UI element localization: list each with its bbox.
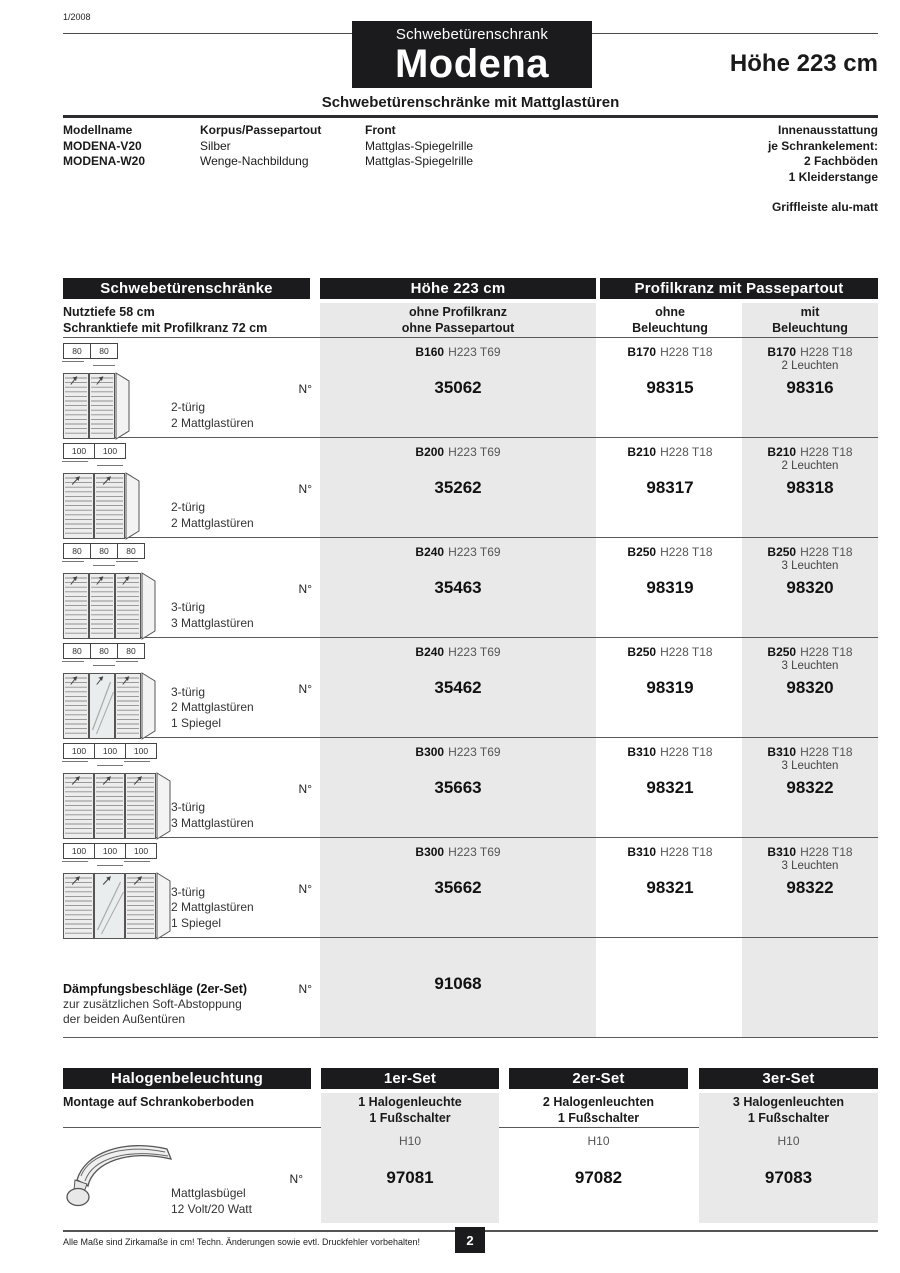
set1-number-cell	[321, 1128, 499, 1223]
size-rest: H223 T69	[448, 445, 501, 459]
door-track-line	[93, 365, 115, 366]
article-number: 98320	[786, 678, 834, 697]
article-no-label: N°	[298, 982, 312, 996]
text-line: 2 Halogenleuchten	[542, 1095, 655, 1109]
dimension-label	[320, 338, 596, 359]
text-line: 12 Volt/20 Watt	[171, 1201, 252, 1216]
size-rest: H223 T69	[448, 845, 501, 859]
article-number: 91068	[434, 974, 482, 993]
lamp-code: H10	[587, 1134, 610, 1148]
size-code: B210	[767, 445, 797, 459]
with-light-variant-cell	[742, 538, 878, 637]
info-header: Modellname	[63, 123, 133, 137]
door-track-line	[62, 661, 84, 662]
page-number: 2	[455, 1227, 485, 1253]
table-subheader	[63, 303, 878, 338]
door-config-label	[171, 685, 254, 732]
article-number: 97083	[764, 1168, 813, 1187]
no-light-variant-cell	[600, 738, 740, 837]
text-line: 3-türig	[171, 600, 206, 614]
door-config-label	[171, 800, 254, 831]
product-row	[63, 838, 878, 938]
wardrobe-diagram	[63, 870, 171, 946]
article-number: 98321	[646, 878, 694, 897]
door-track-line	[116, 661, 138, 662]
size-code: B160	[415, 345, 445, 359]
with-light-variant-cell	[742, 738, 878, 837]
text-line: Mattglasbügel	[171, 1186, 246, 1200]
text-line: 2 Mattglastüren	[171, 415, 254, 430]
text-line: 1 Halogenleuchte	[358, 1095, 462, 1109]
text-line: 1 Fußschalter	[369, 1110, 451, 1125]
column-header-wardrobes: Schwebetürenschränke	[63, 278, 310, 299]
base-variant-cell	[320, 538, 596, 637]
size-code: B240	[415, 545, 445, 559]
article-number: 35462	[434, 678, 482, 697]
width-value: 80	[90, 343, 118, 359]
text-line: 2 Mattglastüren	[171, 700, 254, 714]
width-value: 100	[94, 843, 126, 859]
mounting-note: Montage auf Schrankoberboden	[63, 1095, 254, 1109]
size-box-row	[63, 343, 118, 359]
base-variant-cell	[320, 438, 596, 537]
width-value: 80	[117, 643, 145, 659]
article-number: 35262	[434, 478, 482, 497]
dimension-label	[742, 538, 878, 559]
depth-note	[63, 303, 320, 337]
door-track-line	[124, 861, 150, 862]
model-info-col-modellname	[63, 123, 200, 216]
door-config-label	[171, 400, 254, 431]
page-subtitle: Schwebetürenschränke mit Mattglastüren	[321, 94, 620, 111]
width-dimension-boxes	[63, 443, 126, 473]
korpus-value: Silber	[200, 138, 231, 153]
subheader-no-light	[600, 303, 740, 337]
base-variant-cell	[320, 738, 596, 837]
dimension-label	[320, 838, 596, 859]
text-line: 1 Fußschalter	[557, 1110, 640, 1125]
size-box-row	[63, 443, 126, 459]
article-no-label: N°	[289, 1172, 303, 1186]
width-value: 100	[63, 743, 95, 759]
door-track-line	[62, 861, 88, 862]
text-line: der beiden Außentüren	[63, 1012, 186, 1026]
info-header: Front	[365, 123, 396, 137]
text-line: ohne Profilkranz	[409, 305, 507, 319]
empty-cell	[742, 938, 878, 1037]
size-code: B250	[627, 645, 657, 659]
base-variant-cell	[320, 638, 596, 737]
lights-count-label: 2 Leuchten	[781, 460, 839, 472]
base-variant-cell	[320, 338, 596, 437]
no-light-variant-cell	[600, 538, 740, 637]
text-line: Nutztiefe 58 cm	[63, 305, 155, 319]
size-rest: H228 T18	[800, 845, 853, 859]
article-number: 98319	[646, 678, 694, 697]
dimension-label	[600, 438, 740, 459]
width-dimension-boxes	[63, 843, 157, 873]
lighting-body	[63, 1128, 878, 1223]
wardrobe-diagram	[63, 370, 130, 446]
dimension-label	[742, 338, 878, 359]
text-line: 3 Halogenleuchten	[732, 1095, 845, 1109]
text-line: 3-türig	[171, 884, 206, 899]
dimension-label	[600, 838, 740, 859]
subtitle-rule	[63, 115, 878, 118]
no-light-variant-cell	[600, 438, 740, 537]
width-dimension-boxes	[63, 543, 145, 573]
article-number: 98319	[646, 578, 694, 597]
lighting-table	[63, 1068, 878, 1223]
product-row	[63, 538, 878, 638]
no-light-variant-cell	[600, 338, 740, 437]
width-value: 100	[63, 843, 95, 859]
size-box-row	[63, 543, 145, 559]
size-rest: H228 T18	[660, 545, 713, 559]
text-line: ohne Passepartout	[401, 320, 515, 335]
lights-count-label: 2 Leuchten	[781, 360, 839, 372]
size-box-row	[63, 643, 145, 659]
accessory-title: Dämpfungsbeschläge (2er-Set)	[63, 982, 248, 996]
subheader-with-light	[742, 303, 878, 337]
lights-count-label: 3 Leuchten	[781, 660, 839, 672]
article-number: 97081	[386, 1168, 434, 1187]
text-line: 3 Mattglastüren	[171, 815, 254, 830]
width-value: 80	[63, 643, 91, 659]
set1-contents	[321, 1093, 499, 1129]
with-light-variant-cell	[742, 438, 878, 537]
width-value: 80	[117, 543, 145, 559]
door-track-line	[116, 561, 138, 562]
text-line: mit	[800, 305, 820, 319]
text-line: 2 Mattglastüren	[171, 515, 254, 530]
product-config-cell	[63, 538, 320, 637]
column-header-set2: 2er-Set	[509, 1068, 688, 1089]
door-track-line	[124, 761, 150, 762]
size-code: B170	[767, 345, 797, 359]
height-label: Höhe 223 cm	[729, 50, 878, 77]
text-line: 2 Mattglastüren	[171, 900, 254, 914]
size-code: B240	[415, 645, 445, 659]
wardrobe-diagram	[63, 770, 171, 846]
handle-strip-note: Griffleiste alu-matt	[771, 200, 878, 214]
dimension-label	[320, 638, 596, 659]
with-light-variant-cell	[742, 338, 878, 437]
product-row	[63, 438, 878, 538]
dimension-label	[320, 538, 596, 559]
article-no-label: N°	[298, 582, 312, 596]
wardrobe-diagram	[63, 570, 156, 646]
size-rest: H228 T18	[800, 545, 853, 559]
size-code: B310	[767, 745, 797, 759]
text-line: 1 Spiegel	[171, 915, 222, 930]
size-rest: H223 T69	[448, 545, 501, 559]
subheader-base	[320, 303, 596, 337]
door-config-label	[171, 600, 254, 631]
lighting-subheader	[63, 1093, 878, 1128]
article-number: 97082	[574, 1168, 623, 1187]
width-dimension-boxes	[63, 643, 145, 673]
size-rest: H228 T18	[660, 645, 713, 659]
brand-title: Modena	[394, 42, 550, 86]
door-track-line	[93, 665, 115, 666]
article-number: 98316	[786, 378, 834, 397]
interior-equipment	[665, 123, 878, 216]
article-number: 98322	[786, 878, 834, 897]
halogen-lamp-icon	[63, 1134, 181, 1210]
model-info-col-front	[365, 123, 665, 216]
size-rest: H228 T18	[800, 345, 853, 359]
text-line: ohne	[655, 305, 685, 319]
size-code: B250	[767, 645, 797, 659]
width-value: 80	[63, 343, 91, 359]
article-no-label: N°	[298, 882, 312, 896]
door-config-label	[171, 885, 254, 932]
dimension-label	[742, 838, 878, 859]
size-box-row	[63, 843, 157, 859]
door-track-line	[97, 765, 123, 766]
front-value: Mattglas-Spiegelrille	[365, 138, 474, 153]
size-rest: H228 T18	[660, 345, 713, 359]
lamp-cell	[63, 1128, 311, 1223]
size-rest: H223 T69	[448, 645, 501, 659]
base-variant-cell	[320, 838, 596, 937]
model-info	[63, 123, 878, 216]
door-track-line	[62, 761, 88, 762]
article-number: 98318	[786, 478, 834, 497]
width-dimension-boxes	[63, 743, 157, 773]
door-track-line	[97, 865, 123, 866]
article-no-label: N°	[298, 382, 312, 396]
door-track-line	[93, 565, 115, 566]
wardrobe-diagram	[63, 670, 156, 746]
lights-count-label: 3 Leuchten	[781, 560, 839, 572]
article-no-label: N°	[298, 482, 312, 496]
door-config-label	[171, 500, 254, 531]
product-config-cell	[63, 338, 320, 437]
size-code: B300	[415, 745, 445, 759]
with-light-variant-cell	[742, 638, 878, 737]
lights-count-label: 3 Leuchten	[781, 860, 839, 872]
text-line: 3-türig	[171, 800, 206, 814]
product-config-cell	[63, 838, 320, 937]
text-line: zur zusätzlichen Soft-Abstoppung	[63, 997, 242, 1011]
dimension-label	[742, 638, 878, 659]
article-number: 98322	[786, 778, 834, 797]
article-number: 35663	[434, 778, 482, 797]
no-light-variant-cell	[600, 838, 740, 937]
accessory-description	[63, 982, 247, 1027]
text-line: Beleuchtung	[772, 320, 848, 335]
model-info-col-korpus	[200, 123, 365, 216]
article-number: 35062	[434, 378, 482, 397]
width-value: 80	[90, 643, 118, 659]
lamp-code: H10	[777, 1134, 800, 1148]
size-rest: H228 T18	[800, 445, 853, 459]
size-code: B250	[767, 545, 797, 559]
set2-contents	[509, 1093, 688, 1129]
door-track-line	[97, 465, 123, 466]
dimension-label	[600, 738, 740, 759]
width-value: 100	[125, 743, 157, 759]
column-header-set3: 3er-Set	[699, 1068, 878, 1089]
no-light-variant-cell	[600, 638, 740, 737]
column-header-cornice: Profilkranz mit Passepartout	[600, 278, 878, 299]
article-no-label: N°	[298, 682, 312, 696]
wardrobe-diagram	[63, 470, 140, 546]
dimension-label	[600, 338, 740, 359]
column-header-set1: 1er-Set	[321, 1068, 499, 1089]
size-code: B310	[767, 845, 797, 859]
interior-line: je Schrankelement:	[767, 138, 878, 153]
accessory-number-cell	[320, 938, 596, 1037]
text-line: 1 Spiegel	[171, 715, 222, 730]
size-code: B300	[415, 845, 445, 859]
model-name: MODENA-V20	[63, 138, 142, 153]
door-track-line	[62, 361, 84, 362]
width-value: 100	[94, 443, 126, 459]
product-config-cell	[63, 638, 320, 737]
size-rest: H228 T18	[800, 645, 853, 659]
interior-line: 1 Kleiderstange	[788, 169, 878, 184]
column-header-halogen: Halogenbeleuchtung	[63, 1068, 311, 1089]
with-light-variant-cell	[742, 838, 878, 937]
width-value: 80	[63, 543, 91, 559]
dimension-label	[742, 738, 878, 759]
accessory-note	[63, 997, 247, 1027]
lamp-code: H10	[398, 1134, 421, 1148]
set3-number-cell	[699, 1128, 878, 1223]
width-value: 80	[90, 543, 118, 559]
info-header: Korpus/Passepartout	[200, 123, 322, 137]
article-number: 35662	[434, 878, 482, 897]
product-config-cell	[63, 438, 320, 537]
dimension-label	[320, 738, 596, 759]
lamp-description	[171, 1186, 252, 1217]
article-number: 98315	[646, 378, 694, 397]
article-number: 98320	[786, 578, 834, 597]
width-value: 100	[94, 743, 126, 759]
product-row	[63, 338, 878, 438]
set3-contents	[699, 1093, 878, 1129]
brand-subtitle: Schwebetürenschrank	[395, 26, 549, 43]
dimension-label	[742, 438, 878, 459]
size-rest: H228 T18	[660, 445, 713, 459]
text-line: 3-türig	[171, 684, 206, 699]
width-dimension-boxes	[63, 343, 118, 373]
text-line: 2-türig	[171, 500, 206, 514]
title-box	[352, 21, 592, 88]
width-value: 100	[63, 443, 95, 459]
lights-count-label: 3 Leuchten	[781, 760, 839, 772]
door-track-line	[62, 461, 88, 462]
edition-label: 1/2008	[63, 12, 91, 22]
size-rest: H228 T18	[660, 845, 713, 859]
size-rest: H223 T69	[448, 745, 501, 759]
text-line: Beleuchtung	[632, 320, 708, 335]
door-track-line	[62, 561, 84, 562]
korpus-value: Wenge-Nachbildung	[200, 154, 309, 168]
text-line: 3 Mattglastüren	[171, 615, 254, 630]
model-name: MODENA-W20	[63, 154, 146, 168]
article-number: 35463	[434, 578, 482, 597]
size-code: B170	[627, 345, 657, 359]
product-config-cell	[63, 738, 320, 837]
accessory-config-cell	[63, 938, 320, 1037]
front-value: Mattglas-Spiegelrille	[365, 154, 474, 168]
text-line: 2-türig	[171, 400, 206, 414]
text-line: Schranktiefe mit Profilkranz 72 cm	[63, 320, 268, 335]
width-value: 100	[125, 843, 157, 859]
size-code: B310	[627, 845, 657, 859]
dimension-label	[320, 438, 596, 459]
product-row	[63, 738, 878, 838]
text-line: 1 Fußschalter	[747, 1110, 830, 1125]
column-header-height: Höhe 223 cm	[320, 278, 596, 299]
size-code: B210	[627, 445, 657, 459]
table-header-bars	[63, 278, 878, 299]
size-box-row	[63, 743, 157, 759]
product-table	[63, 278, 878, 1038]
article-number: 98317	[646, 478, 694, 497]
product-row	[63, 638, 878, 738]
empty-cell	[600, 938, 740, 1037]
dimension-label	[600, 538, 740, 559]
set2-number-cell	[509, 1128, 688, 1223]
size-code: B200	[415, 445, 445, 459]
size-code: B310	[627, 745, 657, 759]
article-number: 98321	[646, 778, 694, 797]
accessory-row	[63, 938, 878, 1038]
footer-note: Alle Maße sind Zirkamaße in cm! Techn. Änderungen sowie evtl. Druckfehler vorbehalten!	[63, 1237, 420, 1247]
article-no-label: N°	[298, 782, 312, 796]
size-code: B250	[627, 545, 657, 559]
interior-line: 2 Fachböden	[803, 154, 878, 168]
lighting-header-bars	[63, 1068, 878, 1089]
size-rest: H228 T18	[660, 745, 713, 759]
interior-line: Innenausstattung	[777, 123, 878, 137]
size-rest: H228 T18	[800, 745, 853, 759]
dimension-label	[600, 638, 740, 659]
size-rest: H223 T69	[448, 345, 501, 359]
